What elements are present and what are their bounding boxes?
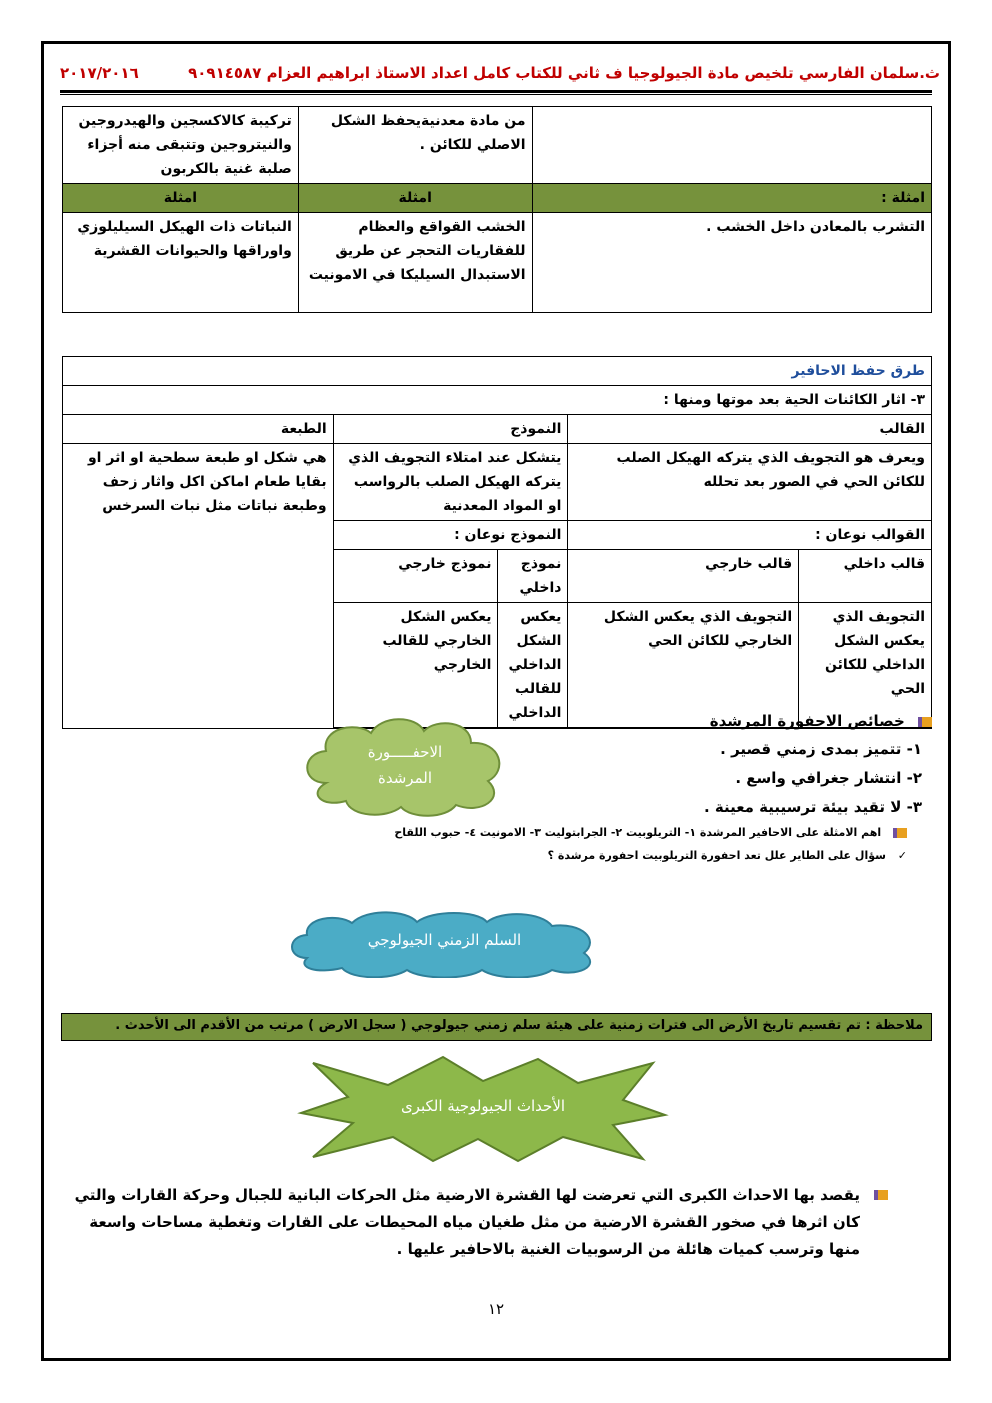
print-head: الطبعة — [63, 415, 334, 444]
note-band: ملاحظة : تم تقسيم تاريخ الأرض الى فترات زمنية على هيئة سلم زمني جيولوجي ( سجل الارض ) مرتب من الأقدم الى الأحدث . — [61, 1013, 932, 1041]
guide-heading-line — [710, 712, 932, 730]
bullet-icon — [918, 717, 932, 727]
guide-item-2: ٢- انتشار جغرافي واسع . — [735, 769, 922, 787]
guide-heading: خصائص الاحفورة المرشدة — [709, 712, 905, 730]
t1-examples-head-1: امثلة : — [532, 184, 931, 213]
inner-mold-head: قالب داخلي — [799, 550, 932, 603]
header-rule — [60, 90, 932, 93]
mold-def: ويعرف هو التجويف الذي يتركه الهيكل الصلب للكائن الحي في الصور بعد تحلله — [568, 444, 932, 521]
traces-table — [62, 356, 932, 729]
header-rule-thin — [60, 94, 932, 95]
guide-question: سؤال على الطاير علل تعد احفورة التريلوبيت احفورة مرشدة ؟ — [547, 849, 886, 862]
mold-head: القالب — [568, 415, 932, 444]
t1-examples-head-2: امثلة — [298, 184, 532, 213]
traces-title: طرق حفظ الاحافير — [63, 357, 932, 386]
molds-types: القوالب نوعان : — [568, 521, 932, 550]
t1-r1-c3: تركيبة كالاكسجين والهيدروجين والنيتروجين وتتبقى منه أجزاء صلبة غنية بالكربون — [63, 107, 299, 184]
outer-model-head: نموذج خارجي — [333, 550, 498, 603]
events-star-label: الأحداث الجيولوجية الكبرى — [400, 1097, 566, 1115]
bullet-icon — [874, 1190, 888, 1200]
model-def: يتشكل عند امتلاء التجويف الذي يتركه الهيكل الصلب بالرواسب او المواد المعدنية — [333, 444, 568, 521]
fossil-preservation-table — [62, 106, 932, 313]
outer-model-def: يعكس الشكل الخارجي للقالب الخارجي — [333, 603, 498, 728]
model-head: النموذج — [333, 415, 568, 444]
outer-mold-head: قالب خارجي — [568, 550, 799, 603]
cloud-label-1: الاحفـــــورة — [367, 743, 443, 761]
guide-question-line — [548, 849, 907, 862]
header-title: ث.سلمان الفارسي تلخيص مادة الجيولوجيا ف ثاني للكتاب كامل اعداد الاستاذ ابراهيم العزام ٩٠٩١٤٥٨٧ — [188, 64, 940, 82]
t1-r3-c1: التشرب بالمعادن داخل الخشب . — [532, 213, 931, 313]
inner-model-head: نموذج داخلي — [498, 550, 568, 603]
time-scale-label: السلم الزمني الجيولوجي — [367, 931, 522, 949]
t1-r3-c3: النباتات ذات الهيكل السيليلوزي واوراقها والحيوانات القشرية — [63, 213, 299, 313]
page-header — [60, 58, 940, 88]
inner-mold-def: التجويف الذي يعكس الشكل الداخلي للكائن الحي — [799, 603, 932, 728]
t1-r3-c2: الخشب القواقع والعظام للفقاريات التحجر عن طريق الاستبدال السيليكا في الامونيت — [298, 213, 532, 313]
guide-examples-line — [394, 826, 907, 839]
traces-subtitle: ٣- اثار الكائنات الحية بعد موتها ومنها : — [63, 386, 932, 415]
models-types: النموذج نوعان : — [333, 521, 568, 550]
guide-item-3: ٣- لا تقيد بيئة ترسيبية معينة . — [703, 798, 922, 816]
print-def: هي شكل او طبعة سطحية او اثر او بقايا طعام اماكن اكل واثار زحف وطبعة نباتات مثل نبات السرخس — [63, 444, 334, 729]
events-text: يقصد بها الاحداث الكبرى التي تعرضت لها القشرة الارضية مثل الحركات البانية للجبال وحركة القارات والتي كان اثرها في صخور القشرة الارضية من مثل طغيان مياه المحيطات على القارات وتغطية مساحات واسعة منها وترسب كميات هائلة من الرسوبيات الغنية بالاحافير عليها . — [74, 1186, 860, 1258]
outer-mold-def: التجويف الذي يعكس الشكل الخارجي للكائن الحي — [568, 603, 799, 728]
check-icon: ✓ — [897, 849, 907, 862]
page-number: ١٢ — [487, 1300, 505, 1318]
bullet-icon — [893, 828, 907, 838]
t1-r1-c2: من مادة معدنيةيحفظ الشكل الاصلي للكائن . — [298, 107, 532, 184]
guide-item-1: ١- تتميز بمدى زمني قصير . — [720, 740, 922, 758]
guide-fossil-cloud — [296, 713, 514, 818]
time-scale-cloud — [282, 908, 607, 978]
t1-examples-head-3: امثلة — [63, 184, 299, 213]
cloud-text — [296, 739, 514, 791]
inner-model-def: يعكس الشكل الداخلي للقالب الداخلي — [498, 603, 568, 728]
t1-r1-c1 — [532, 107, 931, 184]
header-years: ٢٠١٧/٢٠١٦ — [60, 64, 139, 82]
events-paragraph — [70, 1182, 860, 1263]
cloud-label-2: المرشدة — [378, 769, 432, 787]
events-star — [293, 1055, 673, 1165]
guide-examples: اهم الامثلة على الاحافير المرشدة ١- التريلوبيت ٢- الجرابتوليت ٣- الامونيت ٤- حبوب اللقاح — [394, 826, 882, 839]
